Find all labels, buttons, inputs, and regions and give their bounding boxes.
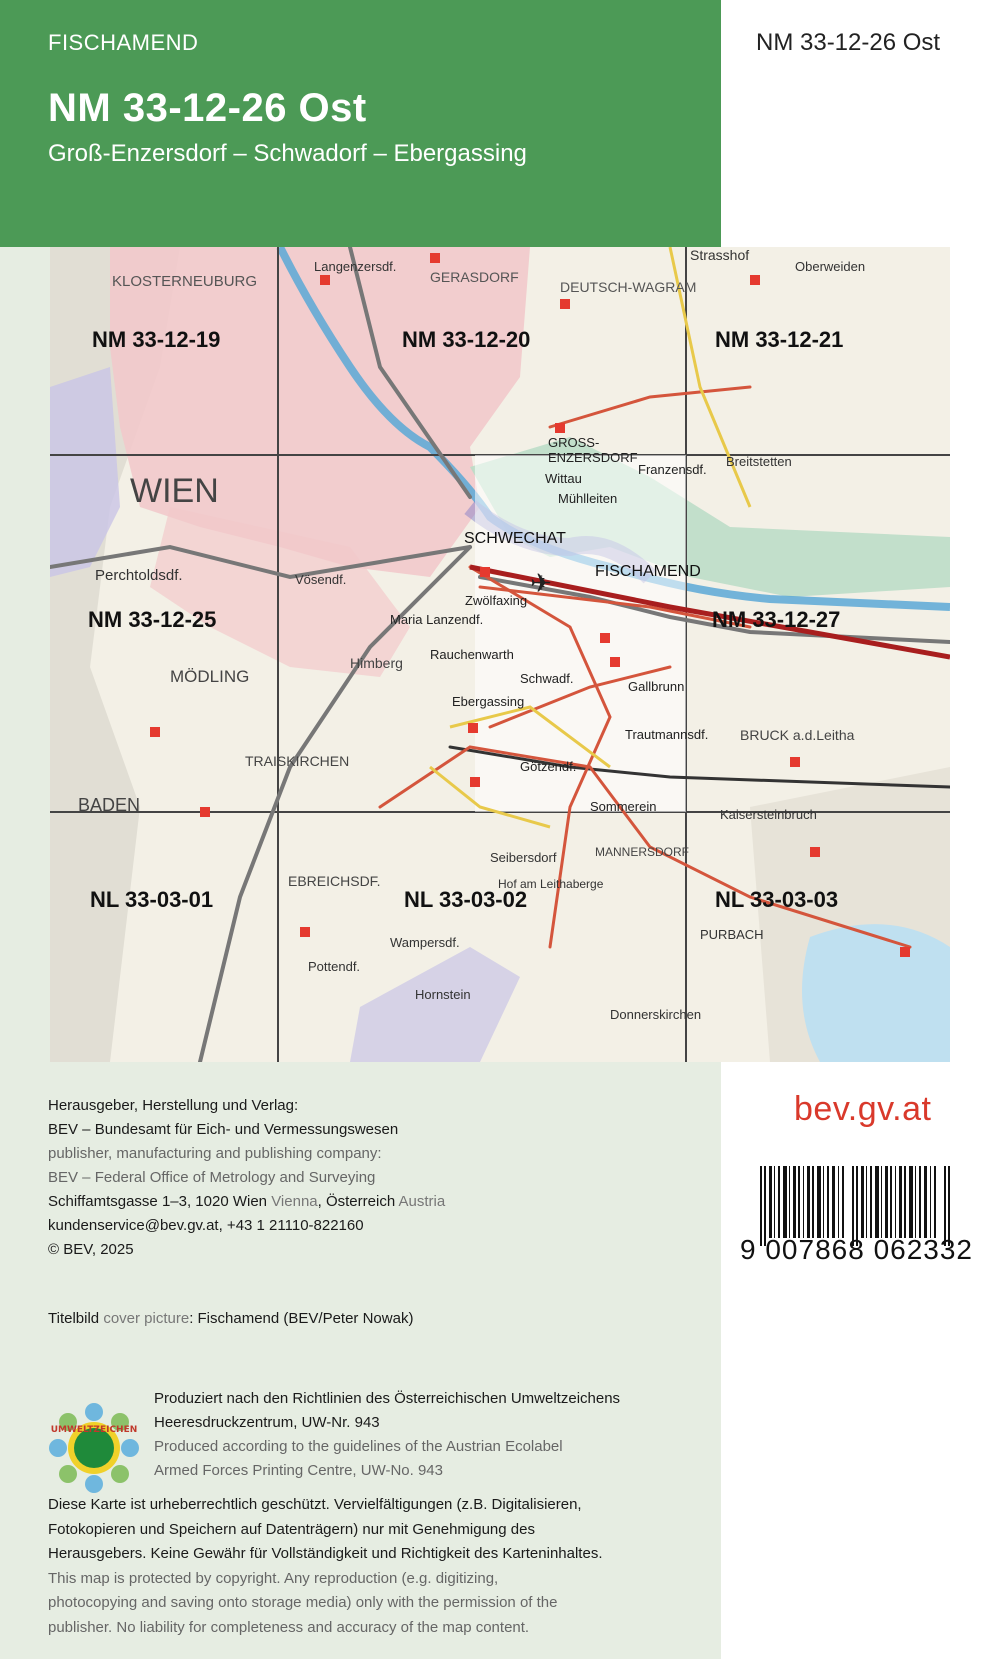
copyright-line: Herausgebers. Keine Gewähr für Vollständigkeit und Richtigkeit des Karteninhaltes. xyxy=(48,1545,603,1562)
place-label: Kaisersteinbruch xyxy=(720,807,817,822)
place-label: Franzensdf. xyxy=(638,462,707,477)
ecolabel-logo xyxy=(44,1398,144,1498)
place-label: WIEN xyxy=(130,472,219,510)
sheet-label: NL 33-03-01 xyxy=(90,887,214,912)
place-label: Gallbrunn xyxy=(628,679,685,694)
copyright-line-en: photocopying and saving onto storage media) only with the permission of the xyxy=(48,1594,558,1611)
place-label: Wampersdf. xyxy=(390,935,460,950)
ecolabel-line-en: Armed Forces Printing Centre, UW-No. 943 xyxy=(154,1462,443,1479)
place-label: Breitstetten xyxy=(726,454,792,469)
place-label: Trautmannsdf. xyxy=(625,727,709,742)
publisher-line: Herausgeber, Herstellung und Verlag: xyxy=(48,1097,299,1114)
cover-label-en: cover picture xyxy=(103,1310,190,1327)
sheet-title: NM 33-12-26 Ost xyxy=(48,86,367,130)
place-label: GROSS-ENZERSDORF xyxy=(548,435,638,465)
sheet-subtitle: Groß-Enzersdorf – Schwadorf – Ebergassing xyxy=(48,140,527,167)
place-label: EBREICHSDF. xyxy=(288,873,381,889)
sheet-label: NL 33-03-02 xyxy=(404,887,528,912)
place-label: Maria Lanzendf. xyxy=(390,612,484,627)
place-label: Rauchenwarth xyxy=(430,647,514,662)
copyright-line: Fotokopieren und Speichern auf Datenträgern) nur mit Genehmigung des xyxy=(48,1520,535,1538)
publisher-contact: kundenservice@bev.gv.at, +43 1 21110-822160 xyxy=(48,1217,364,1234)
cover-text: : Fischamend (BEV/Peter Nowak) xyxy=(189,1310,414,1327)
sheet-label: NM 33-12-27 xyxy=(712,607,841,632)
ecolabel-logo-text: UMWELTZEICHEN xyxy=(50,1425,138,1435)
place-label: Sommerein xyxy=(590,799,657,814)
place-label: DEUTSCH-WAGRAM xyxy=(560,279,697,295)
place-label: TRAISKIRCHEN xyxy=(245,753,350,769)
place-label: Himberg xyxy=(350,655,403,671)
copyright-line-en: publisher. No liability for completeness and accuracy of the map content. xyxy=(48,1618,530,1636)
cover-label-de: Titelbild xyxy=(48,1310,100,1327)
place-label: Zwölfaxing xyxy=(465,593,528,608)
place-label: KLOSTERNEUBURG xyxy=(112,273,258,290)
series-name: FISCHAMEND xyxy=(48,30,199,55)
website-url[interactable]: bev.gv.at xyxy=(794,1090,932,1128)
sheet-label: NM 33-12-20 xyxy=(402,327,531,352)
copyright-line-en: This map is protected by copyright. Any reproduction (e.g. digitizing, xyxy=(48,1569,499,1587)
place-label: Hornstein xyxy=(415,987,471,1002)
place-label: GERASDORF xyxy=(430,269,519,285)
place-label: Schwadf. xyxy=(520,671,574,686)
copyright-notice xyxy=(48,1493,602,1640)
ecolabel-line: Heeresdruckzentrum, UW-Nr. 943 xyxy=(154,1414,380,1431)
place-label: MANNERSDORF xyxy=(595,845,690,859)
place-label: Perchtoldsdf. xyxy=(95,567,183,584)
place-label: SCHWECHAT xyxy=(464,530,566,547)
publisher-line-en: BEV – Federal Office of Metrology and Surveying xyxy=(48,1169,376,1186)
sheet-label: NM 33-12-25 xyxy=(88,607,217,632)
ecolabel-line-en: Produced according to the guidelines of the Austrian Ecolabel xyxy=(154,1438,563,1455)
address-de: Schiffamtsgasse 1–3, 1020 Wien xyxy=(48,1193,268,1210)
place-label: Seibersdorf xyxy=(490,850,557,865)
place-label: Donnerskirchen xyxy=(610,1007,702,1022)
publisher-address xyxy=(48,1190,445,1214)
overview-map xyxy=(50,247,950,1062)
sheet-label: NL 33-03-03 xyxy=(715,887,839,912)
place-label: BRUCK a.d.Leitha xyxy=(740,727,855,743)
ecolabel-line: Produziert nach den Richtlinien des Österreichischen Umweltzeichens xyxy=(154,1390,621,1407)
place-label: Ebergassing xyxy=(452,694,525,709)
header-banner xyxy=(0,0,721,247)
place-label: Oberweiden xyxy=(795,259,866,274)
place-label: Götzendf. xyxy=(520,759,577,774)
place-label: Mühlleiten xyxy=(558,491,618,506)
sheet-label: NM 33-12-19 xyxy=(92,327,221,352)
place-label: Vösendf. xyxy=(295,572,347,587)
place-label: MÖDLING xyxy=(170,667,250,686)
address-en-country: Austria xyxy=(398,1193,446,1210)
place-label: Wittau xyxy=(545,471,582,486)
publisher-line-en: publisher, manufacturing and publishing company: xyxy=(48,1145,382,1162)
sheet-code-top: NM 33-12-26 Ost xyxy=(756,29,941,56)
place-label: FISCHAMEND xyxy=(595,563,701,580)
place-label: PURBACH xyxy=(700,927,764,942)
publisher-info xyxy=(48,1094,445,1262)
svg-text:✈: ✈ xyxy=(530,569,552,599)
copyright-line: Diese Karte ist urheberrechtlich geschützt. Vervielfältigungen (z.B. Digitalisieren, xyxy=(48,1496,582,1513)
ecolabel-text xyxy=(154,1387,620,1483)
publisher-line: BEV – Bundesamt für Eich- und Vermessungswesen xyxy=(48,1121,399,1138)
place-label: Pottendf. xyxy=(308,959,361,974)
barcode-number: 9 007868 062332 xyxy=(740,1234,973,1265)
address-en-city: Vienna xyxy=(271,1193,318,1210)
place-label: Langenzersdf. xyxy=(314,259,397,274)
sheet-label: NM 33-12-21 xyxy=(715,327,844,352)
address-country: , Österreich xyxy=(317,1193,396,1210)
place-label: Hof am Leithaberge xyxy=(498,877,604,891)
publisher-copyright: © BEV, 2025 xyxy=(48,1241,134,1258)
cover-credit xyxy=(48,1310,413,1327)
place-label: Strasshof xyxy=(690,247,750,263)
place-label: BADEN xyxy=(78,795,141,815)
